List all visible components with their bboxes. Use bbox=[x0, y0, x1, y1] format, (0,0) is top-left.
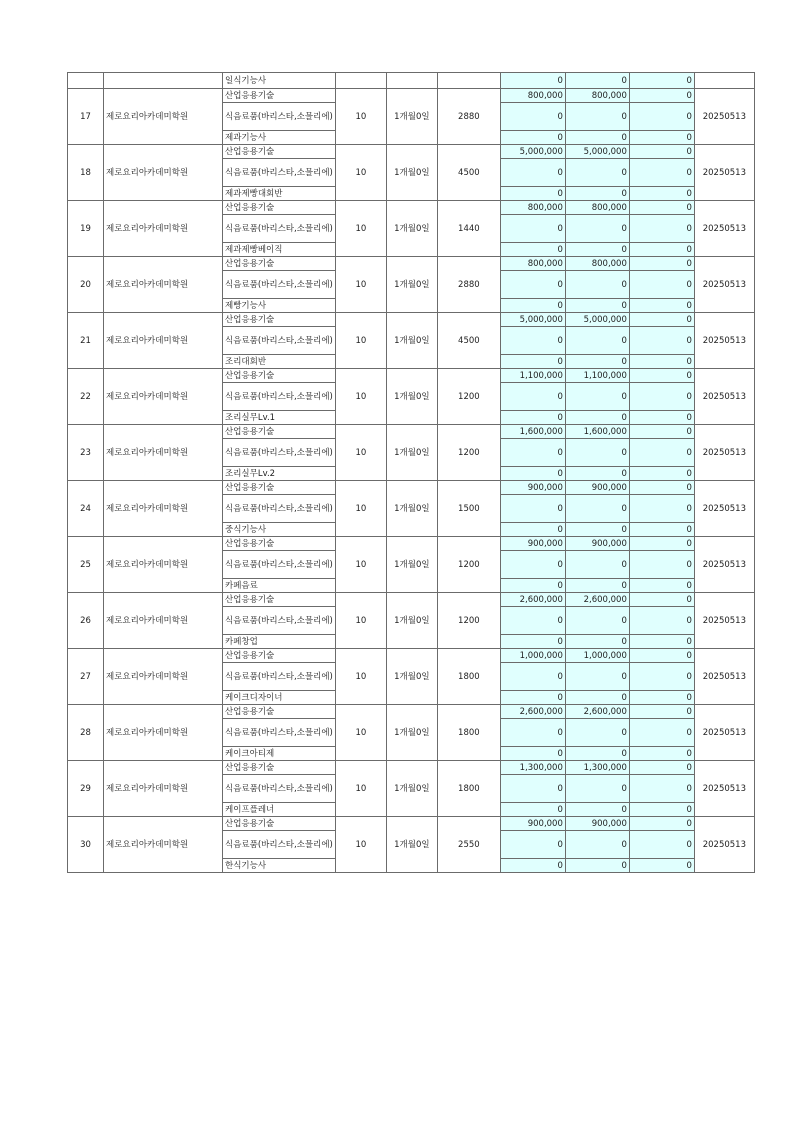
cell-no: 21 bbox=[68, 313, 104, 369]
cell-amount-2: 900,000 bbox=[565, 481, 629, 495]
cell-category-1: 산업응용기술 bbox=[223, 649, 336, 663]
cell-org: 제로요리아카데미학원 bbox=[104, 89, 223, 145]
cell-category-2: 식음료품(바리스타,소믈리에) bbox=[223, 663, 336, 691]
cell-category-2: 식음료품(바리스타,소믈리에) bbox=[223, 831, 336, 859]
cell-course: 조리대회반 bbox=[223, 355, 336, 369]
cell-amount-2: 0 bbox=[565, 215, 629, 243]
cell-amount-1: 0 bbox=[500, 551, 565, 579]
cell-count: 10 bbox=[335, 649, 386, 705]
cell-category-2: 식음료품(바리스타,소믈리에) bbox=[223, 495, 336, 523]
cell-amount-2: 0 bbox=[565, 635, 629, 649]
cell-amount-3: 0 bbox=[629, 215, 694, 243]
cell-period: 1개월0일 bbox=[386, 313, 437, 369]
cell-hours: 4500 bbox=[437, 313, 500, 369]
cell-amount-2: 0 bbox=[565, 523, 629, 537]
cell-hours: 1800 bbox=[437, 705, 500, 761]
table-row bbox=[68, 425, 755, 439]
cell-category-2: 식음료품(바리스타,소믈리에) bbox=[223, 775, 336, 803]
table-row bbox=[68, 649, 755, 663]
cell-amount-1: 900,000 bbox=[500, 537, 565, 551]
cell-amount-2: 900,000 bbox=[565, 537, 629, 551]
cell-amount-2: 0 bbox=[565, 607, 629, 635]
cell-amount-3: 0 bbox=[629, 859, 694, 873]
table-row bbox=[68, 593, 755, 607]
cell-category-1: 산업응용기술 bbox=[223, 537, 336, 551]
cell-amount-1: 900,000 bbox=[500, 481, 565, 495]
cell-amount-2: 2,600,000 bbox=[565, 593, 629, 607]
cell-amount-1: 0 bbox=[500, 775, 565, 803]
cell-amount-1: 2,600,000 bbox=[500, 705, 565, 719]
cell-date: 20250513 bbox=[694, 761, 754, 817]
cell-count: 10 bbox=[335, 369, 386, 425]
cell-amount-2: 5,000,000 bbox=[565, 145, 629, 159]
cell-amount-1: 0 bbox=[500, 355, 565, 369]
cell-amount-2: 800,000 bbox=[565, 201, 629, 215]
table-body bbox=[68, 73, 755, 873]
cell-amount-3: 0 bbox=[629, 537, 694, 551]
cell-amount-1: 0 bbox=[500, 215, 565, 243]
cell-amount-3: 0 bbox=[629, 271, 694, 299]
cell-category-1: 산업응용기술 bbox=[223, 145, 336, 159]
cell-amount-2: 0 bbox=[565, 579, 629, 593]
cell-no: 22 bbox=[68, 369, 104, 425]
cell-amount-3: 0 bbox=[629, 817, 694, 831]
table-row bbox=[68, 257, 755, 271]
cell-amount-2: 0 bbox=[565, 327, 629, 355]
cell-amount-1: 800,000 bbox=[500, 201, 565, 215]
cell-amount-1: 1,100,000 bbox=[500, 369, 565, 383]
cell-org: 제로요리아카데미학원 bbox=[104, 313, 223, 369]
cell-count: 10 bbox=[335, 201, 386, 257]
cell-no: 25 bbox=[68, 537, 104, 593]
cell-org: 제로요리아카데미학원 bbox=[104, 649, 223, 705]
cell-period: 1개월0일 bbox=[386, 705, 437, 761]
cell-period: 1개월0일 bbox=[386, 145, 437, 201]
cell-amount-3: 0 bbox=[629, 663, 694, 691]
cell-org: 제로요리아카데미학원 bbox=[104, 705, 223, 761]
cell-no: 26 bbox=[68, 593, 104, 649]
cell-amount-2: 800,000 bbox=[565, 89, 629, 103]
cell-amount-2: 1,000,000 bbox=[565, 649, 629, 663]
cell-category-2: 식음료품(바리스타,소믈리에) bbox=[223, 271, 336, 299]
cell-org: 제로요리아카데미학원 bbox=[104, 257, 223, 313]
cell-org bbox=[104, 73, 223, 89]
cell-category-1: 산업응용기술 bbox=[223, 257, 336, 271]
cell-amount-3: 0 bbox=[629, 145, 694, 159]
cell-amount-2: 0 bbox=[565, 551, 629, 579]
cell-amount-2: 0 bbox=[565, 775, 629, 803]
cell-amount-3: 0 bbox=[629, 369, 694, 383]
cell-org: 제로요리아카데미학원 bbox=[104, 593, 223, 649]
cell-amount-2: 0 bbox=[565, 355, 629, 369]
cell-amount-2: 5,000,000 bbox=[565, 313, 629, 327]
cell-period: 1개월0일 bbox=[386, 369, 437, 425]
cell-amount-1: 0 bbox=[500, 831, 565, 859]
cell-category-1: 산업응용기술 bbox=[223, 817, 336, 831]
cell-course: 케이크디자이너 bbox=[223, 691, 336, 705]
table-row bbox=[68, 705, 755, 719]
cell-category-2: 식음료품(바리스타,소믈리에) bbox=[223, 327, 336, 355]
cell-amount-2: 0 bbox=[565, 103, 629, 131]
cell-category-1: 산업응용기술 bbox=[223, 313, 336, 327]
cell-org: 제로요리아카데미학원 bbox=[104, 201, 223, 257]
table-row bbox=[68, 369, 755, 383]
cell-amount-3: 0 bbox=[629, 747, 694, 761]
cell-period: 1개월0일 bbox=[386, 201, 437, 257]
cell-amount-3: 0 bbox=[629, 761, 694, 775]
cell-date: 20250513 bbox=[694, 201, 754, 257]
cell-amount-2: 0 bbox=[565, 859, 629, 873]
cell-org: 제로요리아카데미학원 bbox=[104, 145, 223, 201]
cell-period: 1개월0일 bbox=[386, 649, 437, 705]
cell-amount-2: 0 bbox=[565, 411, 629, 425]
cell-date: 20250513 bbox=[694, 481, 754, 537]
cell-course: 중식기능사 bbox=[223, 523, 336, 537]
cell-amount-3: 0 bbox=[629, 355, 694, 369]
cell-amount-3: 0 bbox=[629, 313, 694, 327]
cell-amount-2: 0 bbox=[565, 663, 629, 691]
cell-amount-2: 0 bbox=[565, 719, 629, 747]
cell-course: 케이프플레너 bbox=[223, 803, 336, 817]
cell-amount-2: 0 bbox=[565, 271, 629, 299]
cell-org: 제로요리아카데미학원 bbox=[104, 537, 223, 593]
cell-category-2: 식음료품(바리스타,소믈리에) bbox=[223, 719, 336, 747]
cell-amount-1: 900,000 bbox=[500, 817, 565, 831]
cell-amount-1: 0 bbox=[500, 663, 565, 691]
cell-amount-2: 0 bbox=[565, 747, 629, 761]
cell-no: 30 bbox=[68, 817, 104, 873]
cell-category-1: 산업응용기술 bbox=[223, 481, 336, 495]
cell-hours bbox=[437, 73, 500, 89]
cell-amount-3: 0 bbox=[629, 775, 694, 803]
cell-amount-1: 0 bbox=[500, 747, 565, 761]
cell-amount-3: 0 bbox=[629, 579, 694, 593]
cell-amount-1: 0 bbox=[500, 131, 565, 145]
cell-amount-1: 0 bbox=[500, 523, 565, 537]
cell-amount-3: 0 bbox=[629, 103, 694, 131]
cell-amount-1: 0 bbox=[500, 73, 565, 89]
cell-course: 제빵기능사 bbox=[223, 299, 336, 313]
cell-amount-1: 0 bbox=[500, 299, 565, 313]
cell-amount-2: 0 bbox=[565, 131, 629, 145]
cell-date: 20250513 bbox=[694, 425, 754, 481]
cell-hours: 1200 bbox=[437, 537, 500, 593]
cell-amount-1: 0 bbox=[500, 103, 565, 131]
cell-amount-3: 0 bbox=[629, 495, 694, 523]
cell-amount-3: 0 bbox=[629, 705, 694, 719]
cell-amount-1: 1,600,000 bbox=[500, 425, 565, 439]
cell-count: 10 bbox=[335, 705, 386, 761]
cell-category-1: 산업응용기술 bbox=[223, 705, 336, 719]
cell-amount-2: 0 bbox=[565, 299, 629, 313]
table-row-continued bbox=[68, 73, 755, 89]
cell-amount-1: 0 bbox=[500, 859, 565, 873]
cell-org: 제로요리아카데미학원 bbox=[104, 817, 223, 873]
cell-date: 20250513 bbox=[694, 537, 754, 593]
cell-date: 20250513 bbox=[694, 649, 754, 705]
cell-hours: 4500 bbox=[437, 145, 500, 201]
cell-amount-1: 0 bbox=[500, 719, 565, 747]
table-row bbox=[68, 89, 755, 103]
cell-amount-3: 0 bbox=[629, 439, 694, 467]
cell-hours: 1440 bbox=[437, 201, 500, 257]
cell-category-1: 산업응용기술 bbox=[223, 369, 336, 383]
cell-amount-1: 0 bbox=[500, 439, 565, 467]
cell-period: 1개월0일 bbox=[386, 817, 437, 873]
cell-count: 10 bbox=[335, 593, 386, 649]
cell-amount-2: 2,600,000 bbox=[565, 705, 629, 719]
cell-count: 10 bbox=[335, 481, 386, 537]
cell-amount-1: 5,000,000 bbox=[500, 313, 565, 327]
cell-category-1: 산업응용기술 bbox=[223, 201, 336, 215]
cell-category-2: 식음료품(바리스타,소믈리에) bbox=[223, 383, 336, 411]
cell-amount-3: 0 bbox=[629, 201, 694, 215]
cell-count: 10 bbox=[335, 145, 386, 201]
cell-amount-3: 0 bbox=[629, 159, 694, 187]
cell-amount-2: 800,000 bbox=[565, 257, 629, 271]
cell-amount-2: 1,100,000 bbox=[565, 369, 629, 383]
cell-amount-1: 0 bbox=[500, 607, 565, 635]
cell-amount-1: 0 bbox=[500, 579, 565, 593]
cell-no: 28 bbox=[68, 705, 104, 761]
cell-amount-3: 0 bbox=[629, 691, 694, 705]
cell-hours: 1200 bbox=[437, 425, 500, 481]
cell-date: 20250513 bbox=[694, 817, 754, 873]
cell-amount-3: 0 bbox=[629, 89, 694, 103]
table-row bbox=[68, 817, 755, 831]
cell-course: 카페음료 bbox=[223, 579, 336, 593]
table-row bbox=[68, 313, 755, 327]
cell-period: 1개월0일 bbox=[386, 89, 437, 145]
cell-amount-2: 1,300,000 bbox=[565, 761, 629, 775]
cell-amount-1: 2,600,000 bbox=[500, 593, 565, 607]
cell-category-1: 산업응용기술 bbox=[223, 425, 336, 439]
cell-no: 23 bbox=[68, 425, 104, 481]
cell-course: 카페창업 bbox=[223, 635, 336, 649]
cell-amount-2: 0 bbox=[565, 159, 629, 187]
cell-course: 제과기능사 bbox=[223, 131, 336, 145]
cell-period: 1개월0일 bbox=[386, 537, 437, 593]
cell-no: 20 bbox=[68, 257, 104, 313]
cell-org: 제로요리아카데미학원 bbox=[104, 481, 223, 537]
cell-hours: 2550 bbox=[437, 817, 500, 873]
cell-course: 조리실무Lv.1 bbox=[223, 411, 336, 425]
cell-amount-3: 0 bbox=[629, 803, 694, 817]
cell-amount-3: 0 bbox=[629, 593, 694, 607]
cell-course: 제과제빵베이직 bbox=[223, 243, 336, 257]
cell-count: 10 bbox=[335, 313, 386, 369]
cell-no bbox=[68, 73, 104, 89]
cell-amount-3: 0 bbox=[629, 607, 694, 635]
cell-amount-3: 0 bbox=[629, 243, 694, 257]
course-table bbox=[67, 72, 755, 873]
table-row bbox=[68, 145, 755, 159]
cell-category-2: 식음료품(바리스타,소믈리에) bbox=[223, 551, 336, 579]
cell-amount-3: 0 bbox=[629, 131, 694, 145]
cell-no: 27 bbox=[68, 649, 104, 705]
cell-amount-1: 800,000 bbox=[500, 89, 565, 103]
table-row bbox=[68, 481, 755, 495]
cell-date: 20250513 bbox=[694, 257, 754, 313]
table-row bbox=[68, 201, 755, 215]
cell-amount-3: 0 bbox=[629, 411, 694, 425]
cell-no: 24 bbox=[68, 481, 104, 537]
cell-amount-3: 0 bbox=[629, 551, 694, 579]
cell-amount-2: 0 bbox=[565, 187, 629, 201]
cell-date: 20250513 bbox=[694, 593, 754, 649]
cell-hours: 1200 bbox=[437, 593, 500, 649]
cell-course: 한식기능사 bbox=[223, 859, 336, 873]
cell-hours: 2880 bbox=[437, 89, 500, 145]
cell-amount-2: 0 bbox=[565, 803, 629, 817]
cell-category-2: 식음료품(바리스타,소믈리에) bbox=[223, 439, 336, 467]
cell-period bbox=[386, 73, 437, 89]
cell-amount-1: 5,000,000 bbox=[500, 145, 565, 159]
cell-amount-3: 0 bbox=[629, 523, 694, 537]
cell-hours: 1500 bbox=[437, 481, 500, 537]
cell-no: 29 bbox=[68, 761, 104, 817]
cell-amount-3: 0 bbox=[629, 425, 694, 439]
cell-course: 제과제빵대회반 bbox=[223, 187, 336, 201]
cell-count: 10 bbox=[335, 257, 386, 313]
cell-category-2: 식음료품(바리스타,소믈리에) bbox=[223, 159, 336, 187]
cell-amount-1: 0 bbox=[500, 327, 565, 355]
cell-amount-3: 0 bbox=[629, 831, 694, 859]
table-row bbox=[68, 537, 755, 551]
cell-no: 19 bbox=[68, 201, 104, 257]
cell-category-1: 산업응용기술 bbox=[223, 593, 336, 607]
cell-org: 제로요리아카데미학원 bbox=[104, 369, 223, 425]
cell-amount-2: 0 bbox=[565, 831, 629, 859]
cell-date: 20250513 bbox=[694, 705, 754, 761]
cell-period: 1개월0일 bbox=[386, 761, 437, 817]
cell-period: 1개월0일 bbox=[386, 593, 437, 649]
cell-count: 10 bbox=[335, 425, 386, 481]
cell-amount-3: 0 bbox=[629, 467, 694, 481]
cell-count: 10 bbox=[335, 817, 386, 873]
cell-date: 20250513 bbox=[694, 313, 754, 369]
cell-date: 20250513 bbox=[694, 145, 754, 201]
cell-hours: 1800 bbox=[437, 761, 500, 817]
cell-period: 1개월0일 bbox=[386, 257, 437, 313]
cell-amount-3: 0 bbox=[629, 649, 694, 663]
cell-course: 조리실무Lv.2 bbox=[223, 467, 336, 481]
cell-amount-1: 0 bbox=[500, 411, 565, 425]
cell-amount-2: 0 bbox=[565, 383, 629, 411]
cell-period: 1개월0일 bbox=[386, 425, 437, 481]
cell-hours: 1200 bbox=[437, 369, 500, 425]
cell-amount-1: 0 bbox=[500, 243, 565, 257]
cell-amount-1: 0 bbox=[500, 159, 565, 187]
cell-amount-1: 0 bbox=[500, 691, 565, 705]
cell-no: 17 bbox=[68, 89, 104, 145]
cell-amount-1: 1,300,000 bbox=[500, 761, 565, 775]
cell-category-1: 산업응용기술 bbox=[223, 89, 336, 103]
cell-course: 일식기능사 bbox=[223, 73, 336, 89]
cell-no: 18 bbox=[68, 145, 104, 201]
cell-amount-1: 0 bbox=[500, 467, 565, 481]
cell-hours: 2880 bbox=[437, 257, 500, 313]
cell-amount-3: 0 bbox=[629, 257, 694, 271]
cell-org: 제로요리아카데미학원 bbox=[104, 425, 223, 481]
cell-amount-3: 0 bbox=[629, 383, 694, 411]
cell-amount-1: 0 bbox=[500, 495, 565, 523]
cell-amount-1: 0 bbox=[500, 383, 565, 411]
cell-amount-3: 0 bbox=[629, 719, 694, 747]
cell-count: 10 bbox=[335, 537, 386, 593]
cell-amount-3: 0 bbox=[629, 481, 694, 495]
table-row bbox=[68, 761, 755, 775]
cell-amount-2: 0 bbox=[565, 495, 629, 523]
cell-amount-2: 900,000 bbox=[565, 817, 629, 831]
cell-category-2: 식음료품(바리스타,소믈리에) bbox=[223, 103, 336, 131]
cell-count: 10 bbox=[335, 761, 386, 817]
cell-amount-1: 1,000,000 bbox=[500, 649, 565, 663]
cell-count bbox=[335, 73, 386, 89]
cell-amount-3: 0 bbox=[629, 187, 694, 201]
cell-amount-2: 0 bbox=[565, 467, 629, 481]
cell-amount-2: 0 bbox=[565, 243, 629, 257]
cell-amount-2: 0 bbox=[565, 439, 629, 467]
cell-amount-1: 0 bbox=[500, 803, 565, 817]
cell-amount-2: 0 bbox=[565, 691, 629, 705]
cell-amount-3: 0 bbox=[629, 73, 694, 89]
cell-category-2: 식음료품(바리스타,소믈리에) bbox=[223, 215, 336, 243]
cell-category-2: 식음료품(바리스타,소믈리에) bbox=[223, 607, 336, 635]
cell-course: 케이크아티제 bbox=[223, 747, 336, 761]
cell-amount-3: 0 bbox=[629, 635, 694, 649]
cell-amount-3: 0 bbox=[629, 299, 694, 313]
cell-amount-3: 0 bbox=[629, 327, 694, 355]
cell-amount-1: 0 bbox=[500, 635, 565, 649]
cell-amount-2: 1,600,000 bbox=[565, 425, 629, 439]
cell-amount-1: 0 bbox=[500, 187, 565, 201]
cell-hours: 1800 bbox=[437, 649, 500, 705]
cell-amount-2: 0 bbox=[565, 73, 629, 89]
cell-date bbox=[694, 73, 754, 89]
cell-amount-1: 0 bbox=[500, 271, 565, 299]
cell-count: 10 bbox=[335, 89, 386, 145]
cell-amount-1: 800,000 bbox=[500, 257, 565, 271]
cell-date: 20250513 bbox=[694, 89, 754, 145]
cell-period: 1개월0일 bbox=[386, 481, 437, 537]
cell-category-1: 산업응용기술 bbox=[223, 761, 336, 775]
cell-date: 20250513 bbox=[694, 369, 754, 425]
cell-org: 제로요리아카데미학원 bbox=[104, 761, 223, 817]
